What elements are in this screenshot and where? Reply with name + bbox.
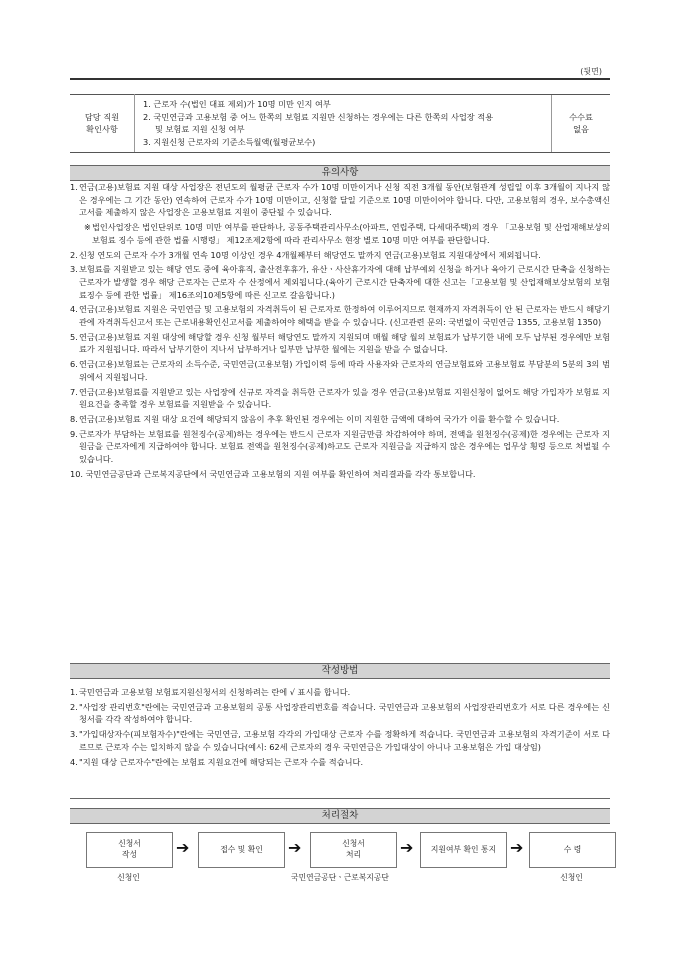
note-item — [70, 386, 610, 411]
note-item — [70, 181, 610, 219]
process-step-apply: 신청서 작성 — [86, 832, 173, 868]
actor-applicant: 신청인 — [560, 873, 583, 882]
note-item-number: 3. — [70, 264, 78, 275]
method-section-title: 작성방법 — [70, 663, 610, 679]
process-step-receipt: 접수 및 확인 — [198, 832, 285, 868]
note-item-number: ※ — [84, 222, 91, 233]
method-item-text: 국민연금과 고용보험 보험료지원신청서의 신청하려는 란에 √ 표시를 합니다. — [79, 687, 351, 697]
confirm-items-cell — [135, 95, 552, 153]
method-item — [70, 728, 610, 753]
note-item-text: 연금(고용)보험료 지원 대상 요건에 해당되지 않음이 추후 확인된 경우에는 이미 지원한 금액에 대하여 국가가 이를 환수할 수 있습니다. — [79, 413, 560, 424]
note-item — [70, 358, 610, 383]
note-item-text: 근로자가 부담하는 보험료를 원천징수(공제)하는 경우에는 반드시 근로자 지원금만큼 차감하여야 하며, 전액을 원천징수(공제)한 경우에는 근로자 지원금을 근로자에게 지급하여야 합니다. 보험료 전액을 원천징수(공제)하고도 근로자 지원금을 지급하지 않은 경우에는 업무상 횡령 등으로 처벌될 수 있습니다. — [79, 428, 610, 465]
fee-cell — [552, 95, 611, 153]
note-item-text: 연금(고용)보험료 지원 대상 사업장은 전년도의 월평균 근로자 수가 10명 미만이거나 신청 직전 3개월 동안(보험관계 성립일 이후 3개월이 지나지 않은 경우에는 그 기간 동안) 연속하여 근로자 수가 10명 미만이고, 신청할 달일 기준으로 10명 미만이어야 합니다. 다만, 고용보험의 경우, 보수총액신고서를 제출하지 않은 사업장은 고용보험료 지원이 중단될 수 있습니다. — [79, 182, 610, 218]
top-rule — [70, 78, 610, 80]
method-item — [70, 756, 610, 769]
note-item-number: 8. — [70, 413, 78, 424]
notes-section-title: 유의사항 — [70, 165, 610, 181]
method-item — [70, 701, 610, 726]
fee-label: 수수료 — [569, 111, 593, 122]
note-item — [70, 221, 610, 246]
actor-agencies: 국민연금공단ㆍ근로복지공단 — [291, 873, 389, 882]
confirm-label-cell — [70, 95, 135, 153]
confirm-item: 2. 국민연금과 고용보험 중 어느 한쪽의 보험료 지원만 신청하는 경우에는 다른 한쪽의 사업장 적용 — [143, 111, 494, 122]
note-item — [70, 249, 610, 262]
note-item — [70, 303, 610, 328]
divider — [70, 798, 610, 799]
method-list — [70, 686, 610, 770]
note-item-text: 보험료를 지원받고 있는 해당 연도 중에 육아휴직, 출산전후휴가, 유산ㆍ사산휴가자에 대해 납부예외 신청을 하거나 육아기 근로시간 단축을 신청하는 근로자가 발생할 경우 해당 근로자는 근로자 수 산정에서 제외됩니다.(육아기 근로시간 단축자에 대한 신고는「고용보험 및 산업재해보상보험의 보험료징수 등에 관한 법률」 제16조의10제5항에 따른 신고로 갈음합니다.) — [79, 264, 610, 300]
note-item-number: 2. — [70, 249, 78, 260]
note-item-text: 연금(고용)보험료를 지원받고 있는 사업장에 신규로 자격을 취득한 근로자가 있을 경우 연금(고용)보험료 지원신청이 없어도 해당 가입자가 보험료 지원요건을 충족할 경우 보험료를 지원받을 수 있습니다. — [79, 386, 610, 410]
note-item — [70, 263, 610, 301]
note-item-text: 신청 연도의 근로자 수가 3개월 연속 10명 이상인 경우 4개월째부터 해당연도 말까지 연금(고용)보험료 지원대상에서 제외됩니다. — [79, 249, 541, 260]
note-item-number: 9. — [70, 428, 78, 439]
method-item-text: "가입대상자수(피보험자수)"란에는 국민연금, 고용보험 각각의 가입대상 근로자 수를 정확하게 적습니다. 국민연금과 고용보험의 자격기준이 서로 다르므로 근로자 수는 일치하지 않을 수 있습니다(예시: 62세 근로자의 경우 국민연금은 가입대상이 아니나 고용보험은 가입 대상임) — [79, 729, 610, 752]
process-step-notification: 지원여부 확인 통지 — [420, 832, 507, 868]
method-item-number: 1. — [70, 687, 78, 697]
process-step-processing: 신청서 처리 — [310, 832, 397, 868]
arrow-icon: ➔ — [288, 838, 302, 857]
note-item-number: 7. — [70, 386, 78, 397]
method-item-text: "지원 대상 근로자수"란에는 보험료 지원요건에 해당되는 근로자 수를 적습니다. — [79, 756, 364, 767]
process-step-receive: 수 령 — [529, 832, 616, 868]
actor-applicant: 신청인 — [117, 873, 140, 882]
notes-list — [70, 181, 610, 482]
note-item — [70, 468, 610, 481]
confirm-label-line2: 확인사항 — [86, 124, 118, 135]
note-item-text: 연금(고용)보험료는 근로자의 소득수준, 국민연금(고용보험) 가입이력 등에 따라 사용자와 근로자의 연금보험료와 고용보험료 부담분의 5분의 3의 범위에서 지원됩니다. — [79, 359, 610, 382]
note-item — [70, 331, 610, 356]
note-item-text: 법인사업장은 법인단위로 10명 미만 여부를 판단하나, 공동주택관리사무소(아파트, 연립주택, 다세대주택)의 경우 「고용보험 및 산업재해보상의 보험료 징수 등에 관한 법률 시행령」 제12조제2항에 따라 관리사무소 현장 별로 10명 미만 여부를 판단합니다. — [92, 222, 610, 245]
confirm-item: 1. 근로자 수(법인 대표 제외)가 10명 미만 인지 여부 — [143, 99, 331, 109]
note-item-number: 4. — [70, 304, 78, 315]
staff-confirmation-table — [70, 94, 610, 153]
method-item-number: 2. — [70, 701, 78, 712]
method-item-number: 3. — [70, 729, 78, 740]
note-item-text: 연금(고용)보험료 지원은 국민연금 및 고용보험의 자격취득이 된 근로자로 한정하여 이루어지므로 현재까지 자격취득이 안 된 근로자는 반드시 해당기관에 자격취득신고서 또는 근로내용확인신고서를 제출하여야 혜택을 받을 수 있습니다. (신고관련 문의: 국번없이 국민연금 1355, 고용보험 1350) — [79, 304, 610, 328]
confirm-item: 및 보험료 지원 신청 여부 — [155, 124, 245, 135]
process-section-title: 처리절차 — [70, 808, 610, 824]
confirm-item: 3. 지원신청 근로자의 기준소득월액(월평균보수) — [143, 137, 316, 148]
note-item-text: 10. 국민연금공단과 근로복지공단에서 국민연금과 고용보험의 지원 여부를 확인하여 처리결과를 각각 통보합니다. — [70, 468, 476, 479]
method-item-number: 4. — [70, 756, 78, 767]
confirm-label-line1: 담당 직원 — [84, 111, 120, 122]
back-side-label: (뒷면) — [580, 67, 602, 76]
fee-value: 없음 — [573, 124, 589, 135]
method-item — [70, 686, 610, 699]
note-item-number: 6. — [70, 359, 78, 370]
note-item-number: 1. — [70, 182, 78, 192]
note-item — [70, 413, 610, 426]
arrow-icon: ➔ — [510, 838, 524, 857]
method-item-text: "사업장 관리번호"란에는 국민연금과 고용보험의 공통 사업장관리번호를 적습니다. 국민연금과 고용보험의 사업장관리번호가 서로 다른 경우에는 신청서를 각각 작성하여야 합니다. — [79, 701, 610, 725]
note-item-number: 5. — [70, 331, 78, 342]
note-item-text: 연금(고용)보험료 지원 대상에 해당할 경우 신청 월부터 해당연도 말까지 지원되며 매월 해당 월의 보험료가 납부기한 내에 모두 납부된 경우에만 보험료가 지원됩니다. 따라서 납부기한이 지나서 납부하거나 일부만 납부한 월에는 지원을 받을 수 없습니다. — [79, 331, 610, 355]
arrow-icon: ➔ — [400, 838, 414, 857]
note-item — [70, 428, 610, 466]
arrow-icon: ➔ — [176, 838, 190, 857]
